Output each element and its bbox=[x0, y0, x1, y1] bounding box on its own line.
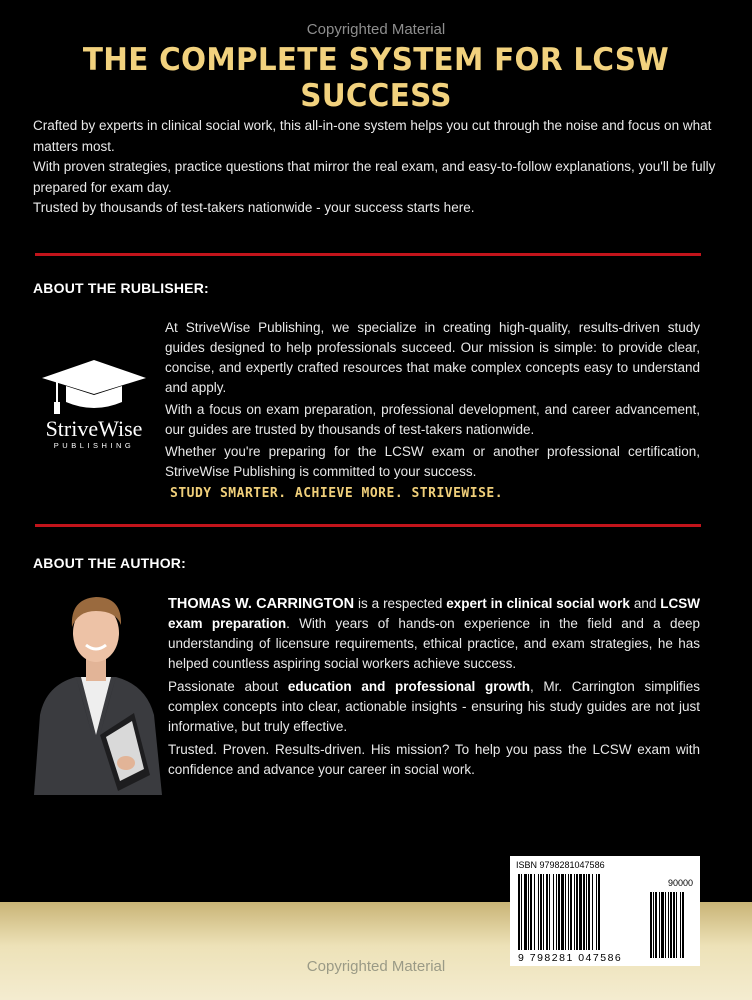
intro-text bbox=[33, 116, 719, 219]
divider-red bbox=[35, 253, 701, 256]
publisher-paragraph: At StriveWise Publishing, we specialize in creating high-quality, results-driven study guides designed to help professionals succeed. Our mission is simple: to provide clear, concise, and expertly crafted resources that make complex concepts easy to understand and apply. bbox=[165, 320, 700, 395]
isbn-barcode bbox=[510, 856, 700, 966]
author-paragraph: Trusted. Proven. Results-driven. His mission? To help you pass the LCSW exam with confidence and advance your career in social work. bbox=[168, 742, 700, 777]
watermark-bottom: Copyrighted Material bbox=[306, 958, 446, 975]
publisher-slogan: STUDY SMARTER. ACHIEVE MORE. STRIVEWISE. bbox=[170, 486, 504, 501]
publisher-text bbox=[165, 318, 700, 504]
barcode-bars bbox=[510, 856, 700, 966]
intro-paragraph: Trusted by thousands of test-takers nationwide - your success starts here. bbox=[33, 200, 475, 215]
publisher-logo bbox=[38, 358, 150, 458]
author-text-run: . With years of hands-on experience in the field and a deep understanding of licensure requirements, ethical practice, and exam strategies, he has helped countless aspiring social workers achieve success. bbox=[168, 616, 700, 671]
isbn-label: ISBN 9798281047586 bbox=[516, 860, 605, 870]
author-paragraph bbox=[168, 594, 700, 674]
logo-subtitle: PUBLISHING bbox=[53, 441, 135, 450]
publisher-paragraph: With a focus on exam preparation, professional development, and career advancement, our guides are trusted by thousands of test-takers nationwide. bbox=[165, 402, 700, 437]
author-text-run: , Mr. Carrington simplifies complex concepts into clear, actionable insights - ensuring his study guides are not just informative, but truly effective. bbox=[168, 679, 700, 734]
intro-paragraph: Crafted by experts in clinical social work, this all-in-one system helps you cut through the noise and focus on what matters most. bbox=[33, 118, 712, 154]
intro-paragraph: With proven strategies, practice questions that mirror the real exam, and easy-to-follow explanations, you'll be fully prepared for exam day. bbox=[33, 159, 716, 195]
cover-headline: THE COMPLETE SYSTEM FOR LCSW SUCCESS bbox=[82, 42, 670, 114]
author-text-run: is a respected bbox=[354, 596, 447, 611]
author-emphasis: LCSW exam preparation bbox=[168, 596, 700, 631]
author-emphasis: education and professional growth bbox=[287, 679, 530, 694]
publisher-paragraph: Whether you're preparing for the LCSW exam or another professional certification, StriveWise Publishing is committed to your success. bbox=[165, 444, 700, 479]
author-emphasis: expert in clinical social work bbox=[446, 596, 630, 611]
author-text-run: Passionate about bbox=[168, 679, 288, 694]
author-paragraph bbox=[168, 677, 700, 737]
logo-wordmark: StriveWise bbox=[45, 416, 143, 441]
author-name: THOMAS W. CARRINGTON bbox=[168, 596, 355, 612]
watermark-top: Copyrighted Material bbox=[306, 21, 446, 38]
author-photo bbox=[26, 585, 166, 795]
graduation-cap-icon bbox=[38, 358, 150, 418]
isbn-digits: 9 798281 047586 bbox=[518, 952, 623, 964]
divider-red bbox=[35, 524, 701, 527]
publisher-section-title: ABOUT THE RUBLISHER: bbox=[33, 280, 209, 296]
author-text bbox=[168, 594, 700, 783]
author-section-title: ABOUT THE AUTHOR: bbox=[33, 555, 186, 571]
price-code: 90000 bbox=[667, 878, 693, 888]
author-text-run: and bbox=[629, 596, 661, 611]
